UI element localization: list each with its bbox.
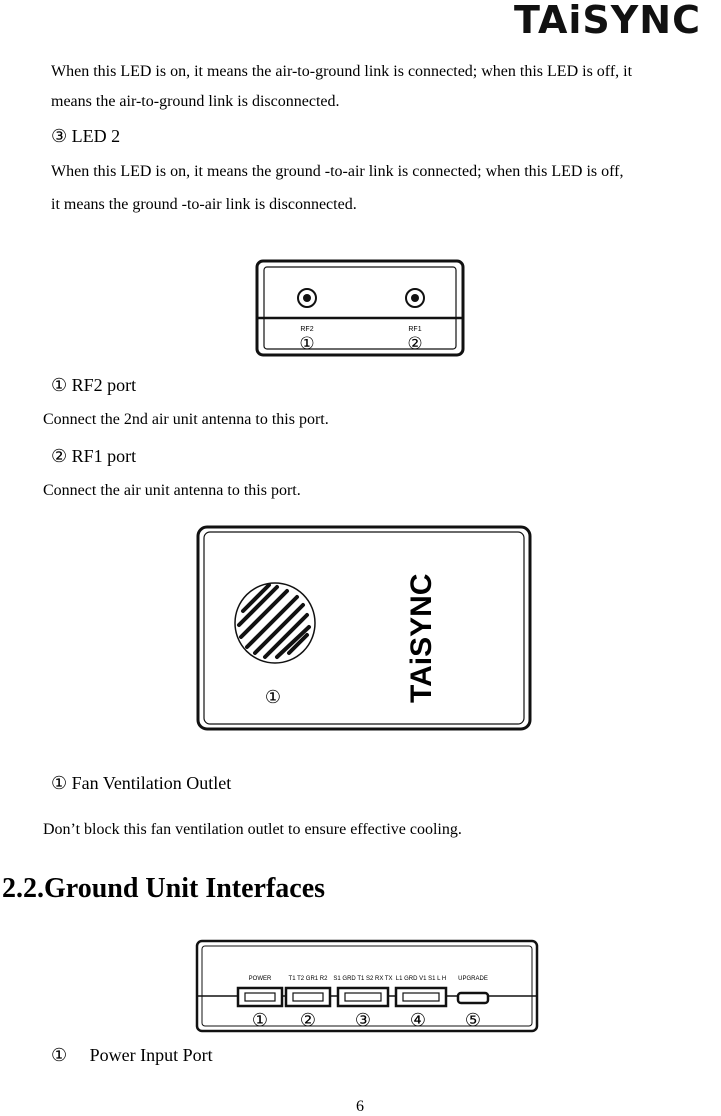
- rf2-label: RF2 port: [71, 375, 137, 395]
- led2-heading: [51, 126, 120, 146]
- led2-description-line2: it means the ground -to-air link is disconnected.: [51, 196, 357, 213]
- rf1-port-label: RF1: [408, 326, 422, 333]
- ground-callout-4: ④: [409, 1010, 427, 1030]
- led2-label: LED 2: [71, 126, 121, 146]
- power-heading: [51, 1045, 213, 1065]
- taisync-logo: TAiSYNC: [514, 0, 701, 42]
- air-unit-top-figure: [193, 523, 535, 733]
- fan-number: ①: [51, 773, 68, 793]
- upgrade-port-icon: [458, 993, 488, 1003]
- port-label-3: S1 GRD T1 S2 RX TX: [333, 976, 393, 982]
- port-label-upgrade: UPGRADE: [458, 976, 488, 982]
- fan-description: Don’t block this fan ventilation outlet to ensure effective cooling.: [43, 821, 462, 838]
- port-label-4: L1 GRD V1 S1 L H: [395, 976, 447, 982]
- led2-number: ③: [51, 126, 68, 146]
- page-number: 6: [356, 1098, 364, 1115]
- led2-description-line1: When this LED is on, it means the ground -to-air link is connected; when this LED is off,: [51, 163, 624, 180]
- rf-ports-figure: [255, 258, 467, 358]
- fan-heading: [51, 773, 231, 793]
- port-label-2: T1 T2 GR1 R2: [288, 976, 328, 982]
- port-label-power: POWER: [248, 976, 272, 982]
- rf1-description: Connect the air unit antenna to this port.: [43, 482, 301, 499]
- power-number: ①: [51, 1045, 68, 1065]
- ground-unit-figure: [195, 938, 539, 1034]
- ground-callout-5: ⑤: [464, 1010, 482, 1030]
- ground-callout-2: ②: [299, 1010, 317, 1030]
- fan-vent-icon: [235, 583, 315, 663]
- fan-callout-1: ①: [264, 687, 282, 707]
- device-logo: TAiSYNC: [405, 573, 438, 703]
- led1-description-line1: When this LED is on, it means the air-to-ground link is connected; when this LED is off, it: [51, 63, 633, 80]
- ground-callout-3: ③: [354, 1010, 372, 1030]
- ground-callout-1: ①: [251, 1010, 269, 1030]
- led1-description-line2: means the air-to-ground link is disconnected.: [51, 93, 340, 110]
- rf1-label: RF1 port: [71, 446, 137, 466]
- rf2-description: Connect the 2nd air unit antenna to this port.: [43, 411, 329, 428]
- rf-callout-1: ①: [299, 334, 315, 353]
- rf2-heading: [51, 375, 136, 395]
- power-label: Power Input Port: [89, 1045, 213, 1065]
- rf-callout-2: ②: [407, 334, 423, 353]
- rf2-port-label: RF2: [300, 326, 314, 333]
- rf1-heading: [51, 446, 136, 466]
- section-title: 2.2.Ground Unit Interfaces: [2, 873, 326, 904]
- fan-label: Fan Ventilation Outlet: [71, 773, 232, 793]
- rf2-number: ①: [51, 375, 68, 395]
- rf1-number: ②: [51, 446, 68, 466]
